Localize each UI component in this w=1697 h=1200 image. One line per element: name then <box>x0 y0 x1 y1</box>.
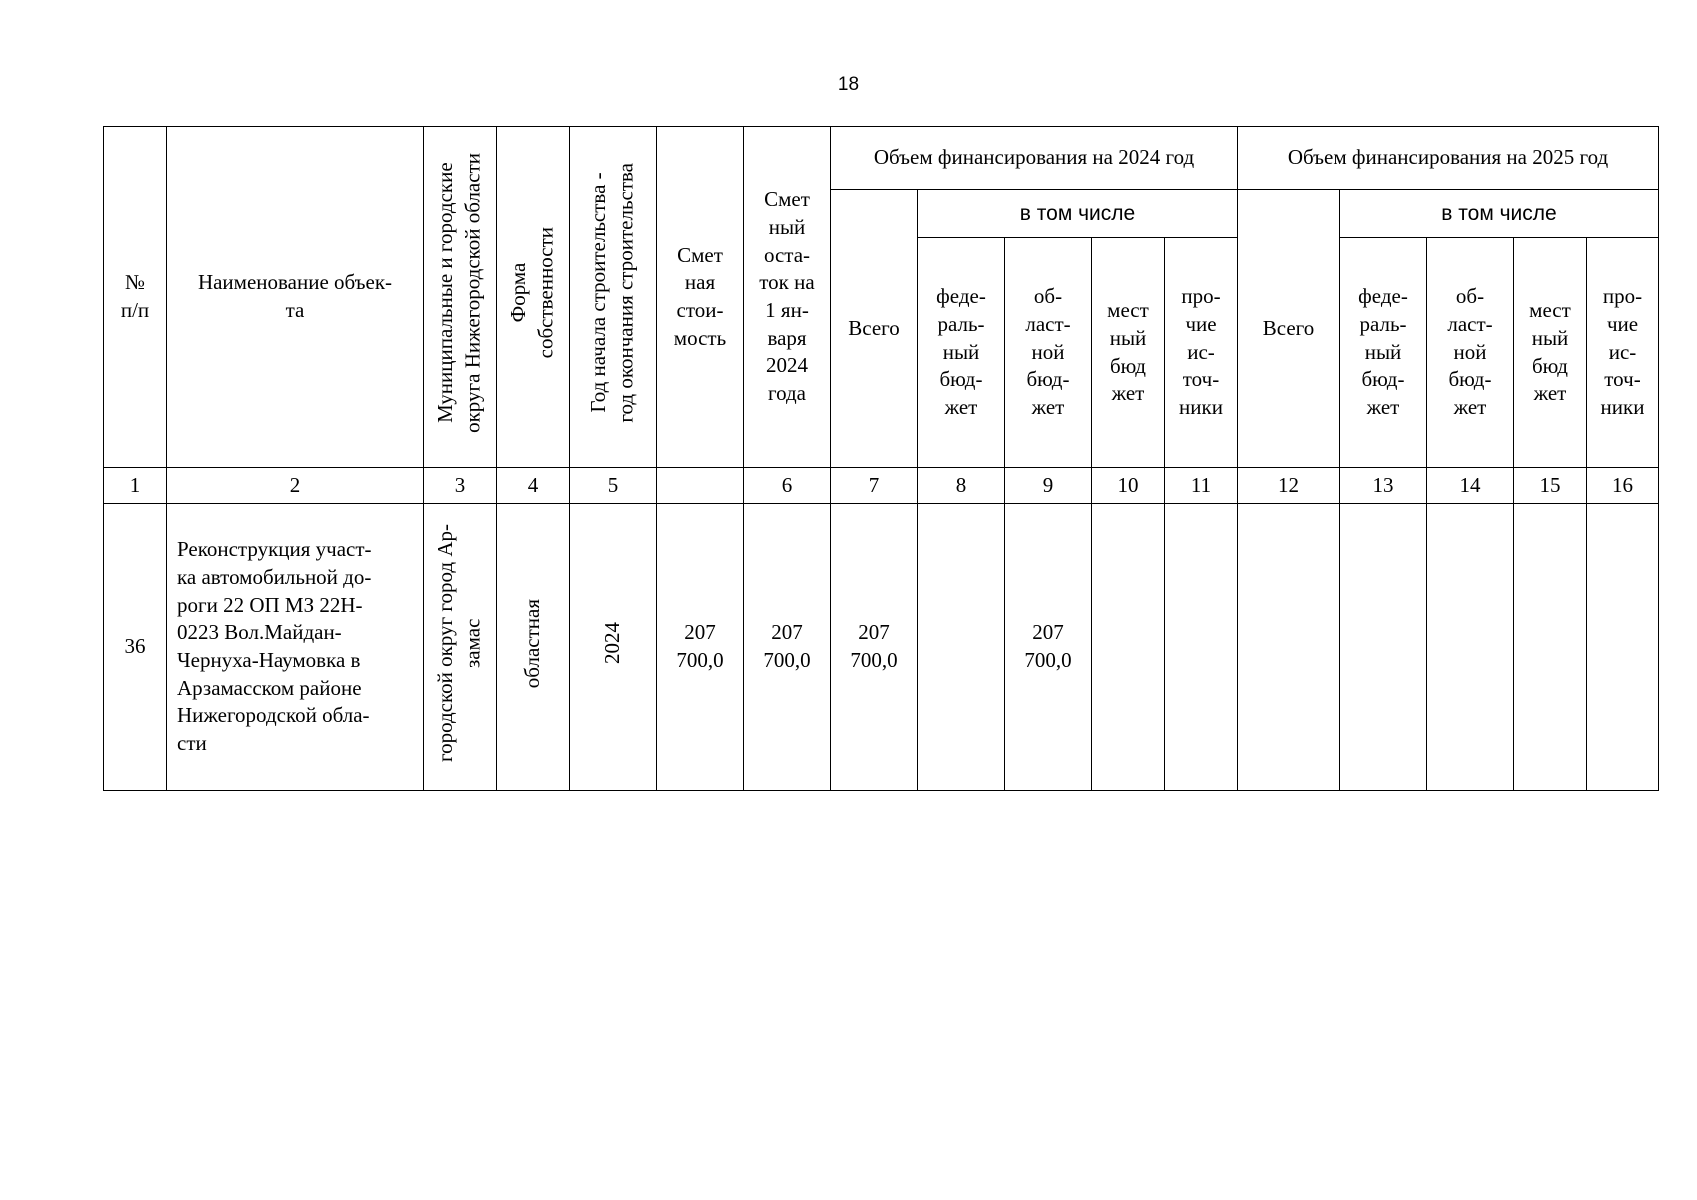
row-federal-2025 <box>1340 504 1427 791</box>
column-number: 12 <box>1238 468 1340 504</box>
header-federal-2024: феде- раль- ный бюд- жет <box>918 238 1005 468</box>
column-number: 1 <box>104 468 167 504</box>
header-other-2024: про- чие ис- точ- ники <box>1165 238 1238 468</box>
row-municipality: городской округ город Ар- замас <box>433 524 485 763</box>
page-number: 18 <box>837 74 860 95</box>
header-estimated-remaining: Смет ный оста- ток на 1 ян- варя 2024 года <box>744 127 831 468</box>
column-number: 4 <box>497 468 570 504</box>
header-local-2024: мест ный бюд жет <box>1092 238 1165 468</box>
column-number: 8 <box>918 468 1005 504</box>
column-number: 6 <box>744 468 831 504</box>
row-total-2025 <box>1238 504 1340 791</box>
header-federal-2025: феде- раль- ный бюд- жет <box>1340 238 1427 468</box>
row-ownership: областная <box>520 598 545 688</box>
table-row <box>104 504 1659 791</box>
header-municipality: Муниципальные и городские округа Нижегородской области <box>433 153 485 434</box>
row-local-2025 <box>1514 504 1587 791</box>
header-num: № п/п <box>104 127 167 468</box>
header-including-2024: в том числе <box>918 190 1238 238</box>
header-years: Год начала строительства - год окончания строительства <box>586 163 638 423</box>
row-ownership-cell <box>497 504 570 791</box>
column-number: 14 <box>1427 468 1514 504</box>
column-number: 10 <box>1092 468 1165 504</box>
header-ownership: Форма собственности <box>506 227 558 359</box>
column-number: 13 <box>1340 468 1427 504</box>
row-municipality-cell <box>424 504 497 791</box>
row-regional-2025 <box>1427 504 1514 791</box>
row-estimated-remaining: 207 700,0 <box>744 504 831 791</box>
header-funding-2024: Объем финансирования на 2024 год <box>831 127 1238 190</box>
header-other-2025: про- чие ис- точ- ники <box>1587 238 1659 468</box>
row-years: 2024 <box>600 622 625 665</box>
row-num: 36 <box>104 504 167 791</box>
header-total-2024: Всего <box>831 190 918 468</box>
header-regional-2024: об- ласт- ной бюд- жет <box>1005 238 1092 468</box>
header-estimated-cost: Смет ная стои- мость <box>657 127 744 468</box>
column-number: 11 <box>1165 468 1238 504</box>
row-other-2024 <box>1165 504 1238 791</box>
column-number: 5 <box>570 468 657 504</box>
column-number: 15 <box>1514 468 1587 504</box>
column-number: 7 <box>831 468 918 504</box>
row-regional-2024: 207 700,0 <box>1005 504 1092 791</box>
header-regional-2025: об- ласт- ной бюд- жет <box>1427 238 1514 468</box>
header-years-cell <box>570 127 657 468</box>
column-number-row <box>104 468 1659 504</box>
investment-table <box>103 126 1659 791</box>
header-including-2025: в том числе <box>1340 190 1659 238</box>
column-number: 16 <box>1587 468 1659 504</box>
header-total-2025: Всего <box>1238 190 1340 468</box>
column-number: 9 <box>1005 468 1092 504</box>
column-number <box>657 468 744 504</box>
header-name: Наименование объек- та <box>167 127 424 468</box>
column-number: 3 <box>424 468 497 504</box>
row-local-2024 <box>1092 504 1165 791</box>
header-local-2025: мест ный бюд жет <box>1514 238 1587 468</box>
header-municipality-cell <box>424 127 497 468</box>
header-funding-2025: Объем финансирования на 2025 год <box>1238 127 1659 190</box>
row-name: Реконструкция участ- ка автомобильной до- роги 22 ОП МЗ 22Н- 0223 Вол.Майдан- Чернуха-Наумовка в Арзамасском районе Нижегородской обла- сти <box>167 504 424 791</box>
row-estimated-cost: 207 700,0 <box>657 504 744 791</box>
row-federal-2024 <box>918 504 1005 791</box>
header-ownership-cell <box>497 127 570 468</box>
row-years-cell <box>570 504 657 791</box>
row-total-2024: 207 700,0 <box>831 504 918 791</box>
column-number: 2 <box>167 468 424 504</box>
row-other-2025 <box>1587 504 1659 791</box>
